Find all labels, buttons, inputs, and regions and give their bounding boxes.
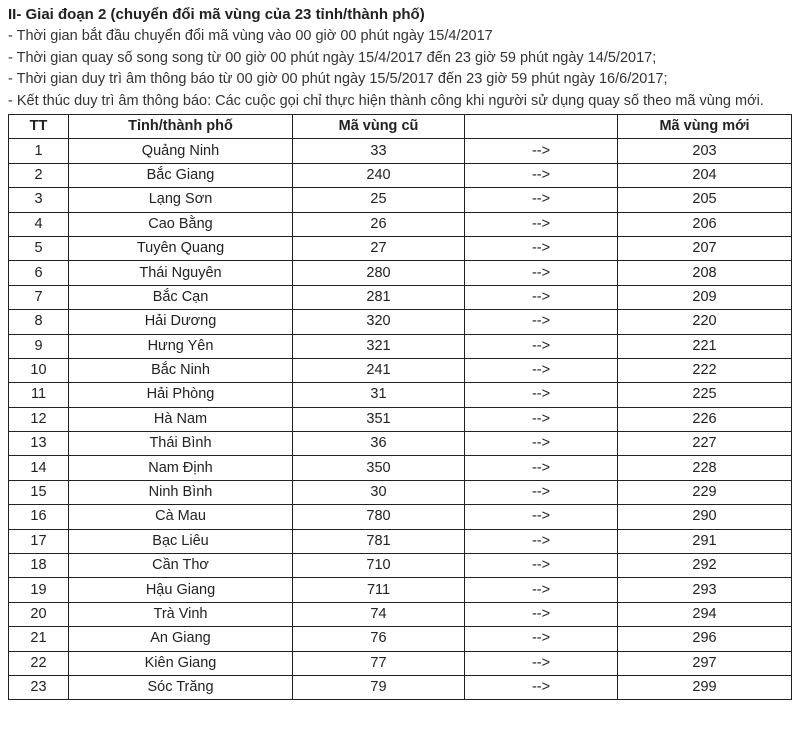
table-row: [9, 432, 792, 456]
cell-old-code: 30: [293, 480, 465, 504]
cell-old-code: 320: [293, 310, 465, 334]
cell-tt: 13: [9, 432, 69, 456]
table-header-row: [9, 115, 792, 139]
cell-arrow: -->: [465, 407, 618, 431]
table-row: [9, 651, 792, 675]
cell-old-code: 350: [293, 456, 465, 480]
cell-tt: 23: [9, 675, 69, 699]
header-new-code: Mã vùng mới: [618, 115, 792, 139]
cell-old-code: 33: [293, 139, 465, 163]
cell-tt: 20: [9, 602, 69, 626]
table-row: [9, 675, 792, 699]
cell-province: Hậu Giang: [69, 578, 293, 602]
cell-province: Ninh Bình: [69, 480, 293, 504]
cell-new-code: 209: [618, 285, 792, 309]
cell-old-code: 351: [293, 407, 465, 431]
cell-tt: 14: [9, 456, 69, 480]
cell-old-code: 25: [293, 188, 465, 212]
cell-new-code: 203: [618, 139, 792, 163]
cell-arrow: -->: [465, 236, 618, 260]
cell-old-code: 74: [293, 602, 465, 626]
cell-province: Bắc Cạn: [69, 285, 293, 309]
cell-tt: 19: [9, 578, 69, 602]
cell-tt: 6: [9, 261, 69, 285]
header-province: Tỉnh/thành phố: [69, 115, 293, 139]
table-row: [9, 480, 792, 504]
cell-tt: 21: [9, 627, 69, 651]
cell-old-code: 780: [293, 505, 465, 529]
cell-new-code: 222: [618, 358, 792, 382]
cell-province: Cao Bằng: [69, 212, 293, 236]
cell-old-code: 281: [293, 285, 465, 309]
table-row: [9, 529, 792, 553]
cell-new-code: 226: [618, 407, 792, 431]
cell-arrow: -->: [465, 334, 618, 358]
cell-arrow: -->: [465, 505, 618, 529]
cell-old-code: 711: [293, 578, 465, 602]
cell-tt: 7: [9, 285, 69, 309]
cell-new-code: 228: [618, 456, 792, 480]
table-row: [9, 139, 792, 163]
cell-tt: 3: [9, 188, 69, 212]
cell-new-code: 293: [618, 578, 792, 602]
note-parallel-dialing: - Thời gian quay số song song từ 00 giờ 00 phút ngày 15/4/2017 đến 23 giờ 59 phút ngày 14/5/2017;: [8, 49, 657, 66]
cell-new-code: 290: [618, 505, 792, 529]
cell-new-code: 205: [618, 188, 792, 212]
cell-old-code: 710: [293, 554, 465, 578]
cell-province: An Giang: [69, 627, 293, 651]
cell-new-code: 296: [618, 627, 792, 651]
cell-new-code: 207: [618, 236, 792, 260]
cell-new-code: 297: [618, 651, 792, 675]
cell-new-code: 292: [618, 554, 792, 578]
cell-arrow: -->: [465, 675, 618, 699]
cell-province: Cà Mau: [69, 505, 293, 529]
table-row: [9, 188, 792, 212]
cell-arrow: -->: [465, 139, 618, 163]
cell-tt: 17: [9, 529, 69, 553]
section-heading: II- Giai đoạn 2 (chuyển đổi mã vùng của 23 tỉnh/thành phố): [8, 6, 425, 23]
cell-new-code: 299: [618, 675, 792, 699]
cell-province: Sóc Trăng: [69, 675, 293, 699]
table-row: [9, 554, 792, 578]
cell-new-code: 220: [618, 310, 792, 334]
table-row: [9, 407, 792, 431]
cell-old-code: 241: [293, 358, 465, 382]
cell-old-code: 280: [293, 261, 465, 285]
cell-arrow: -->: [465, 212, 618, 236]
cell-arrow: -->: [465, 383, 618, 407]
cell-new-code: 291: [618, 529, 792, 553]
cell-new-code: 225: [618, 383, 792, 407]
table-row: [9, 627, 792, 651]
table-row: [9, 212, 792, 236]
note-announcement-period: - Thời gian duy trì âm thông báo từ 00 giờ 00 phút ngày 15/5/2017 đến 23 giờ 59 phút ngày 16/6/2017;: [8, 71, 668, 87]
cell-arrow: -->: [465, 627, 618, 651]
note-end-announcement: - Kết thúc duy trì âm thông báo: Các cuộc gọi chỉ thực hiện thành công khi người sử dụng quay số theo mã vùng mới.: [8, 92, 764, 109]
cell-arrow: -->: [465, 651, 618, 675]
cell-new-code: 221: [618, 334, 792, 358]
header-old-code: Mã vùng cũ: [293, 115, 465, 139]
table-row: [9, 578, 792, 602]
cell-new-code: 229: [618, 480, 792, 504]
cell-old-code: 27: [293, 236, 465, 260]
cell-tt: 8: [9, 310, 69, 334]
cell-arrow: -->: [465, 163, 618, 187]
table-row: [9, 334, 792, 358]
cell-arrow: -->: [465, 358, 618, 382]
cell-tt: 1: [9, 139, 69, 163]
table-row: [9, 310, 792, 334]
cell-tt: 22: [9, 651, 69, 675]
cell-old-code: 79: [293, 675, 465, 699]
cell-old-code: 26: [293, 212, 465, 236]
note-start-time: - Thời gian bắt đầu chuyển đổi mã vùng vào 00 giờ 00 phút ngày 15/4/2017: [8, 28, 493, 44]
table-row: [9, 602, 792, 626]
cell-old-code: 36: [293, 432, 465, 456]
cell-province: Thái Bình: [69, 432, 293, 456]
table-row: [9, 236, 792, 260]
cell-province: Hà Nam: [69, 407, 293, 431]
cell-new-code: 227: [618, 432, 792, 456]
area-code-table: [8, 114, 792, 700]
cell-arrow: -->: [465, 285, 618, 309]
cell-old-code: 76: [293, 627, 465, 651]
cell-arrow: -->: [465, 602, 618, 626]
header-tt: TT: [9, 115, 69, 139]
table-row: [9, 163, 792, 187]
cell-province: Bắc Giang: [69, 163, 293, 187]
cell-province: Nam Định: [69, 456, 293, 480]
cell-arrow: -->: [465, 456, 618, 480]
cell-arrow: -->: [465, 480, 618, 504]
cell-old-code: 31: [293, 383, 465, 407]
cell-province: Bạc Liêu: [69, 529, 293, 553]
cell-tt: 5: [9, 236, 69, 260]
cell-arrow: -->: [465, 554, 618, 578]
cell-province: Hải Dương: [69, 310, 293, 334]
cell-province: Thái Nguyên: [69, 261, 293, 285]
cell-province: Trà Vinh: [69, 602, 293, 626]
table-row: [9, 261, 792, 285]
cell-new-code: 206: [618, 212, 792, 236]
cell-new-code: 204: [618, 163, 792, 187]
cell-province: Lạng Sơn: [69, 188, 293, 212]
cell-province: Kiên Giang: [69, 651, 293, 675]
cell-tt: 16: [9, 505, 69, 529]
cell-old-code: 240: [293, 163, 465, 187]
cell-arrow: -->: [465, 310, 618, 334]
header-arrow: [465, 115, 618, 139]
cell-province: Quảng Ninh: [69, 139, 293, 163]
cell-arrow: -->: [465, 188, 618, 212]
cell-province: Tuyên Quang: [69, 236, 293, 260]
cell-province: Hưng Yên: [69, 334, 293, 358]
cell-province: Cần Thơ: [69, 554, 293, 578]
table-body: [9, 139, 792, 700]
table-row: [9, 285, 792, 309]
table-row: [9, 505, 792, 529]
cell-tt: 15: [9, 480, 69, 504]
table-row: [9, 383, 792, 407]
cell-new-code: 294: [618, 602, 792, 626]
cell-arrow: -->: [465, 529, 618, 553]
cell-tt: 12: [9, 407, 69, 431]
cell-province: Hải Phòng: [69, 383, 293, 407]
cell-old-code: 77: [293, 651, 465, 675]
cell-tt: 18: [9, 554, 69, 578]
cell-tt: 11: [9, 383, 69, 407]
cell-province: Bắc Ninh: [69, 358, 293, 382]
cell-arrow: -->: [465, 261, 618, 285]
cell-new-code: 208: [618, 261, 792, 285]
cell-tt: 9: [9, 334, 69, 358]
cell-old-code: 781: [293, 529, 465, 553]
cell-arrow: -->: [465, 432, 618, 456]
cell-tt: 4: [9, 212, 69, 236]
cell-old-code: 321: [293, 334, 465, 358]
table-row: [9, 358, 792, 382]
cell-arrow: -->: [465, 578, 618, 602]
cell-tt: 2: [9, 163, 69, 187]
table-row: [9, 456, 792, 480]
cell-tt: 10: [9, 358, 69, 382]
